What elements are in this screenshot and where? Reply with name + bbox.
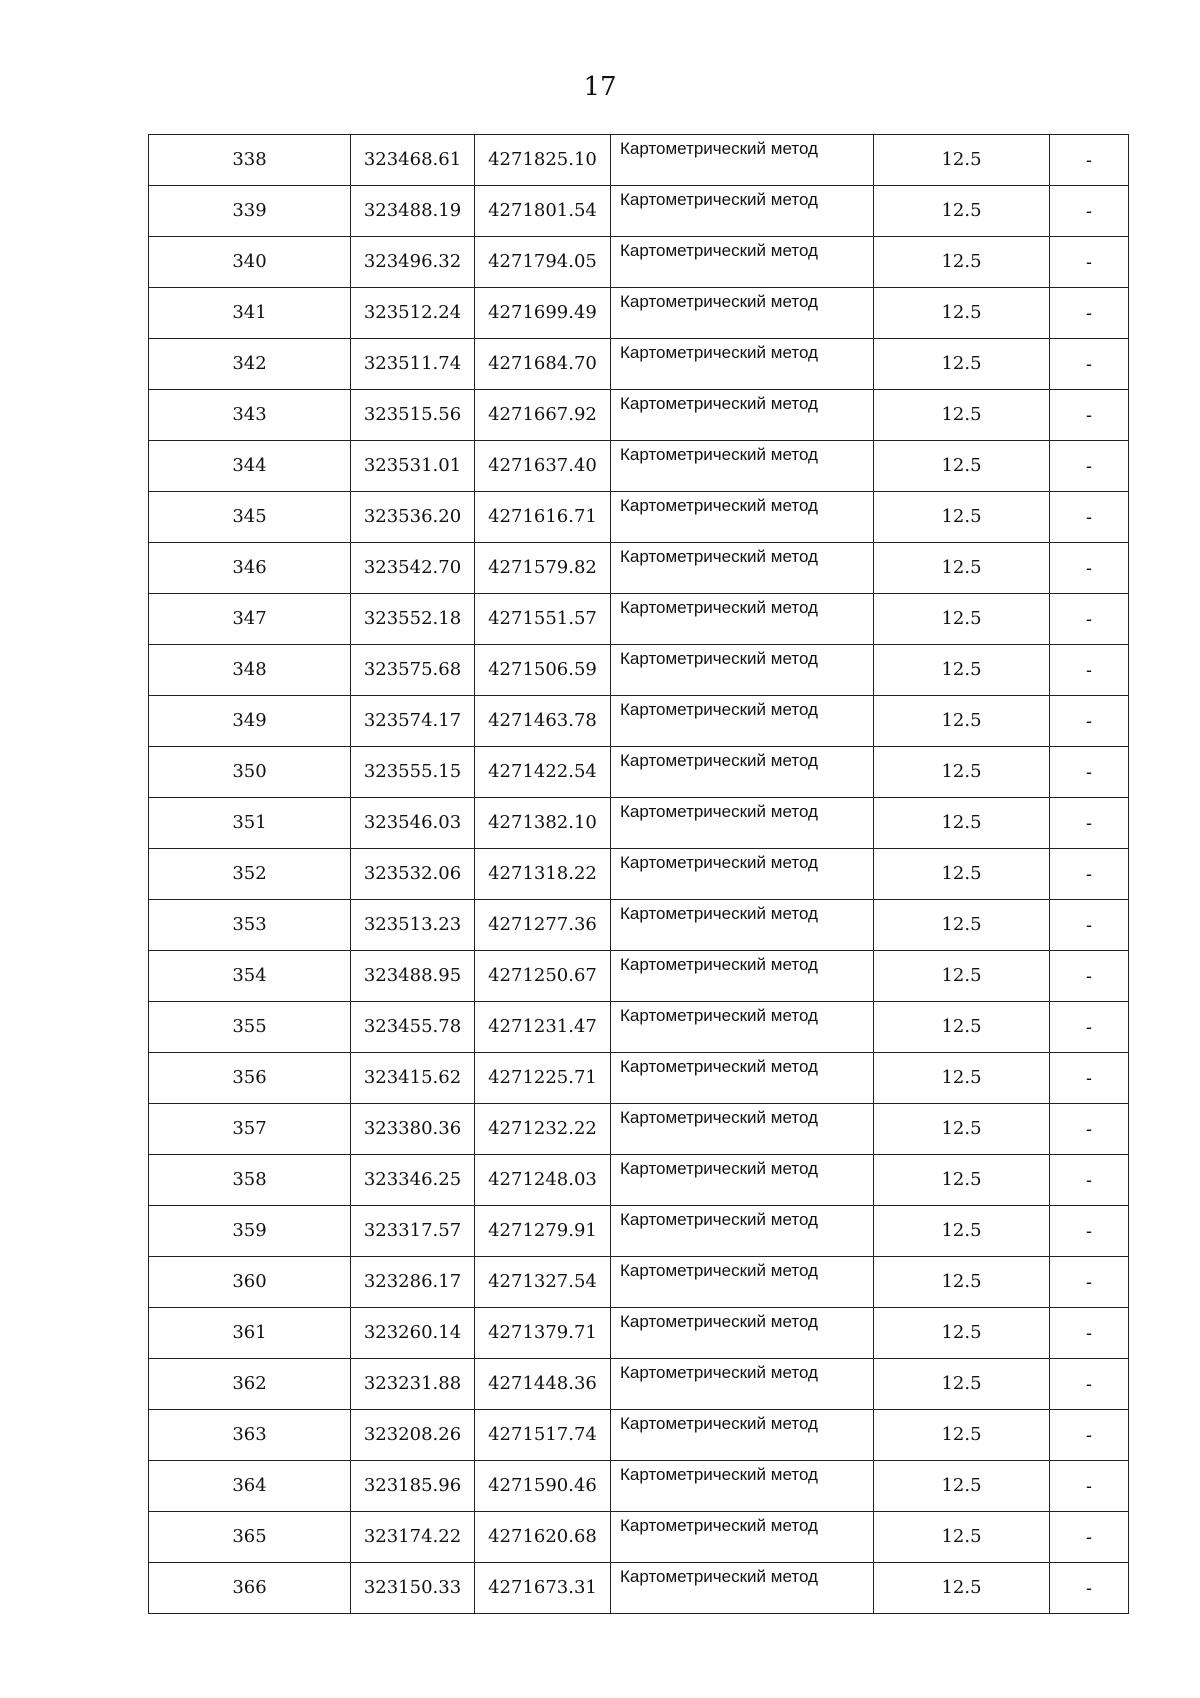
note-cell: - — [1050, 594, 1129, 645]
table-row — [149, 1461, 1129, 1512]
table-row — [149, 798, 1129, 849]
method-cell: Картометрический метод — [611, 1104, 874, 1155]
table-row — [149, 747, 1129, 798]
accuracy-cell: 12.5 — [874, 1206, 1050, 1257]
accuracy-cell: 12.5 — [874, 1104, 1050, 1155]
table-row — [149, 288, 1129, 339]
method-cell: Картометрический метод — [611, 288, 874, 339]
note-cell: - — [1050, 1563, 1129, 1614]
note-cell: - — [1050, 492, 1129, 543]
point-number-cell: 343 — [149, 390, 351, 441]
note-cell: - — [1050, 1512, 1129, 1563]
x-coordinate-cell: 323515.56 — [351, 390, 475, 441]
accuracy-cell: 12.5 — [874, 900, 1050, 951]
method-cell: Картометрический метод — [611, 1053, 874, 1104]
table-row — [149, 645, 1129, 696]
page-number: 17 — [583, 72, 617, 102]
method-cell: Картометрический метод — [611, 1563, 874, 1614]
method-cell: Картометрический метод — [611, 135, 874, 186]
y-coordinate-cell: 4271673.31 — [475, 1563, 611, 1614]
accuracy-cell: 12.5 — [874, 849, 1050, 900]
y-coordinate-cell: 4271382.10 — [475, 798, 611, 849]
table-row — [149, 1206, 1129, 1257]
note-cell: - — [1050, 1410, 1129, 1461]
point-number-cell: 366 — [149, 1563, 351, 1614]
accuracy-cell: 12.5 — [874, 492, 1050, 543]
method-cell: Картометрический метод — [611, 1512, 874, 1563]
note-cell: - — [1050, 645, 1129, 696]
accuracy-cell: 12.5 — [874, 1410, 1050, 1461]
note-cell: - — [1050, 339, 1129, 390]
y-coordinate-cell: 4271620.68 — [475, 1512, 611, 1563]
method-cell: Картометрический метод — [611, 390, 874, 441]
note-cell: - — [1050, 900, 1129, 951]
method-cell: Картометрический метод — [611, 1257, 874, 1308]
table-row — [149, 186, 1129, 237]
note-cell: - — [1050, 1206, 1129, 1257]
accuracy-cell: 12.5 — [874, 237, 1050, 288]
method-cell: Картометрический метод — [611, 951, 874, 1002]
accuracy-cell: 12.5 — [874, 747, 1050, 798]
accuracy-cell: 12.5 — [874, 1155, 1050, 1206]
y-coordinate-cell: 4271637.40 — [475, 441, 611, 492]
y-coordinate-cell: 4271250.67 — [475, 951, 611, 1002]
table-row — [149, 1359, 1129, 1410]
table-row — [149, 237, 1129, 288]
x-coordinate-cell: 323488.95 — [351, 951, 475, 1002]
table-row — [149, 135, 1129, 186]
method-cell: Картометрический метод — [611, 441, 874, 492]
x-coordinate-cell: 323532.06 — [351, 849, 475, 900]
point-number-cell: 341 — [149, 288, 351, 339]
point-number-cell: 365 — [149, 1512, 351, 1563]
accuracy-cell: 12.5 — [874, 1002, 1050, 1053]
accuracy-cell: 12.5 — [874, 1563, 1050, 1614]
x-coordinate-cell: 323174.22 — [351, 1512, 475, 1563]
note-cell: - — [1050, 1053, 1129, 1104]
point-number-cell: 346 — [149, 543, 351, 594]
table-row — [149, 390, 1129, 441]
accuracy-cell: 12.5 — [874, 798, 1050, 849]
x-coordinate-cell: 323574.17 — [351, 696, 475, 747]
accuracy-cell: 12.5 — [874, 288, 1050, 339]
note-cell: - — [1050, 186, 1129, 237]
x-coordinate-cell: 323496.32 — [351, 237, 475, 288]
x-coordinate-cell: 323317.57 — [351, 1206, 475, 1257]
accuracy-cell: 12.5 — [874, 390, 1050, 441]
x-coordinate-cell: 323455.78 — [351, 1002, 475, 1053]
note-cell: - — [1050, 696, 1129, 747]
x-coordinate-cell: 323536.20 — [351, 492, 475, 543]
y-coordinate-cell: 4271318.22 — [475, 849, 611, 900]
point-number-cell: 347 — [149, 594, 351, 645]
y-coordinate-cell: 4271517.74 — [475, 1410, 611, 1461]
note-cell: - — [1050, 747, 1129, 798]
x-coordinate-cell: 323208.26 — [351, 1410, 475, 1461]
y-coordinate-cell: 4271232.22 — [475, 1104, 611, 1155]
y-coordinate-cell: 4271448.36 — [475, 1359, 611, 1410]
note-cell: - — [1050, 1002, 1129, 1053]
accuracy-cell: 12.5 — [874, 645, 1050, 696]
accuracy-cell: 12.5 — [874, 135, 1050, 186]
point-number-cell: 354 — [149, 951, 351, 1002]
y-coordinate-cell: 4271463.78 — [475, 696, 611, 747]
point-number-cell: 363 — [149, 1410, 351, 1461]
y-coordinate-cell: 4271327.54 — [475, 1257, 611, 1308]
point-number-cell: 353 — [149, 900, 351, 951]
accuracy-cell: 12.5 — [874, 594, 1050, 645]
method-cell: Картометрический метод — [611, 1308, 874, 1359]
table-row — [149, 951, 1129, 1002]
table-row — [149, 1104, 1129, 1155]
method-cell: Картометрический метод — [611, 339, 874, 390]
method-cell: Картометрический метод — [611, 900, 874, 951]
note-cell: - — [1050, 798, 1129, 849]
x-coordinate-cell: 323415.62 — [351, 1053, 475, 1104]
note-cell: - — [1050, 288, 1129, 339]
method-cell: Картометрический метод — [611, 798, 874, 849]
y-coordinate-cell: 4271590.46 — [475, 1461, 611, 1512]
y-coordinate-cell: 4271231.47 — [475, 1002, 611, 1053]
method-cell: Картометрический метод — [611, 1002, 874, 1053]
table-body — [149, 135, 1129, 1614]
x-coordinate-cell: 323555.15 — [351, 747, 475, 798]
point-number-cell: 342 — [149, 339, 351, 390]
note-cell: - — [1050, 1257, 1129, 1308]
accuracy-cell: 12.5 — [874, 696, 1050, 747]
table-row — [149, 1512, 1129, 1563]
table-row — [149, 1563, 1129, 1614]
method-cell: Картометрический метод — [611, 492, 874, 543]
method-cell: Картометрический метод — [611, 1359, 874, 1410]
point-number-cell: 355 — [149, 1002, 351, 1053]
note-cell: - — [1050, 441, 1129, 492]
accuracy-cell: 12.5 — [874, 339, 1050, 390]
y-coordinate-cell: 4271277.36 — [475, 900, 611, 951]
x-coordinate-cell: 323488.19 — [351, 186, 475, 237]
method-cell: Картометрический метод — [611, 186, 874, 237]
method-cell: Картометрический метод — [611, 696, 874, 747]
note-cell: - — [1050, 135, 1129, 186]
note-cell: - — [1050, 1308, 1129, 1359]
table-row — [149, 849, 1129, 900]
point-number-cell: 348 — [149, 645, 351, 696]
accuracy-cell: 12.5 — [874, 1308, 1050, 1359]
table-row — [149, 339, 1129, 390]
y-coordinate-cell: 4271225.71 — [475, 1053, 611, 1104]
table-row — [149, 1155, 1129, 1206]
x-coordinate-cell: 323346.25 — [351, 1155, 475, 1206]
point-number-cell: 360 — [149, 1257, 351, 1308]
y-coordinate-cell: 4271825.10 — [475, 135, 611, 186]
method-cell: Картометрический метод — [611, 1410, 874, 1461]
method-cell: Картометрический метод — [611, 543, 874, 594]
accuracy-cell: 12.5 — [874, 1257, 1050, 1308]
table-row — [149, 543, 1129, 594]
y-coordinate-cell: 4271684.70 — [475, 339, 611, 390]
y-coordinate-cell: 4271579.82 — [475, 543, 611, 594]
method-cell: Картометрический метод — [611, 747, 874, 798]
y-coordinate-cell: 4271422.54 — [475, 747, 611, 798]
y-coordinate-cell: 4271551.57 — [475, 594, 611, 645]
point-number-cell: 340 — [149, 237, 351, 288]
note-cell: - — [1050, 1461, 1129, 1512]
table-row — [149, 492, 1129, 543]
y-coordinate-cell: 4271279.91 — [475, 1206, 611, 1257]
method-cell: Картометрический метод — [611, 1155, 874, 1206]
note-cell: - — [1050, 237, 1129, 288]
method-cell: Картометрический метод — [611, 849, 874, 900]
point-number-cell: 349 — [149, 696, 351, 747]
note-cell: - — [1050, 1104, 1129, 1155]
accuracy-cell: 12.5 — [874, 1461, 1050, 1512]
accuracy-cell: 12.5 — [874, 1053, 1050, 1104]
method-cell: Картометрический метод — [611, 1206, 874, 1257]
accuracy-cell: 12.5 — [874, 951, 1050, 1002]
note-cell: - — [1050, 543, 1129, 594]
method-cell: Картометрический метод — [611, 237, 874, 288]
accuracy-cell: 12.5 — [874, 1512, 1050, 1563]
table-row — [149, 696, 1129, 747]
accuracy-cell: 12.5 — [874, 543, 1050, 594]
x-coordinate-cell: 323513.23 — [351, 900, 475, 951]
accuracy-cell: 12.5 — [874, 1359, 1050, 1410]
point-number-cell: 359 — [149, 1206, 351, 1257]
y-coordinate-cell: 4271506.59 — [475, 645, 611, 696]
point-number-cell: 352 — [149, 849, 351, 900]
y-coordinate-cell: 4271616.71 — [475, 492, 611, 543]
point-number-cell: 351 — [149, 798, 351, 849]
x-coordinate-cell: 323531.01 — [351, 441, 475, 492]
y-coordinate-cell: 4271794.05 — [475, 237, 611, 288]
point-number-cell: 338 — [149, 135, 351, 186]
point-number-cell: 339 — [149, 186, 351, 237]
table-row — [149, 1002, 1129, 1053]
method-cell: Картометрический метод — [611, 645, 874, 696]
note-cell: - — [1050, 1359, 1129, 1410]
x-coordinate-cell: 323468.61 — [351, 135, 475, 186]
table-row — [149, 900, 1129, 951]
coordinates-table — [148, 134, 1129, 1614]
x-coordinate-cell: 323546.03 — [351, 798, 475, 849]
point-number-cell: 358 — [149, 1155, 351, 1206]
point-number-cell: 356 — [149, 1053, 351, 1104]
table-row — [149, 1257, 1129, 1308]
y-coordinate-cell: 4271801.54 — [475, 186, 611, 237]
point-number-cell: 362 — [149, 1359, 351, 1410]
x-coordinate-cell: 323260.14 — [351, 1308, 475, 1359]
y-coordinate-cell: 4271248.03 — [475, 1155, 611, 1206]
accuracy-cell: 12.5 — [874, 441, 1050, 492]
x-coordinate-cell: 323286.17 — [351, 1257, 475, 1308]
table-row — [149, 1053, 1129, 1104]
y-coordinate-cell: 4271379.71 — [475, 1308, 611, 1359]
point-number-cell: 357 — [149, 1104, 351, 1155]
x-coordinate-cell: 323575.68 — [351, 645, 475, 696]
note-cell: - — [1050, 1155, 1129, 1206]
accuracy-cell: 12.5 — [874, 186, 1050, 237]
point-number-cell: 345 — [149, 492, 351, 543]
table-row — [149, 594, 1129, 645]
y-coordinate-cell: 4271667.92 — [475, 390, 611, 441]
x-coordinate-cell: 323185.96 — [351, 1461, 475, 1512]
table-row — [149, 1410, 1129, 1461]
x-coordinate-cell: 323512.24 — [351, 288, 475, 339]
table-row — [149, 441, 1129, 492]
note-cell: - — [1050, 951, 1129, 1002]
note-cell: - — [1050, 390, 1129, 441]
y-coordinate-cell: 4271699.49 — [475, 288, 611, 339]
method-cell: Картометрический метод — [611, 1461, 874, 1512]
note-cell: - — [1050, 849, 1129, 900]
x-coordinate-cell: 323511.74 — [351, 339, 475, 390]
point-number-cell: 364 — [149, 1461, 351, 1512]
point-number-cell: 344 — [149, 441, 351, 492]
point-number-cell: 350 — [149, 747, 351, 798]
x-coordinate-cell: 323542.70 — [351, 543, 475, 594]
x-coordinate-cell: 323552.18 — [351, 594, 475, 645]
table-row — [149, 1308, 1129, 1359]
x-coordinate-cell: 323231.88 — [351, 1359, 475, 1410]
x-coordinate-cell: 323380.36 — [351, 1104, 475, 1155]
method-cell: Картометрический метод — [611, 594, 874, 645]
x-coordinate-cell: 323150.33 — [351, 1563, 475, 1614]
point-number-cell: 361 — [149, 1308, 351, 1359]
